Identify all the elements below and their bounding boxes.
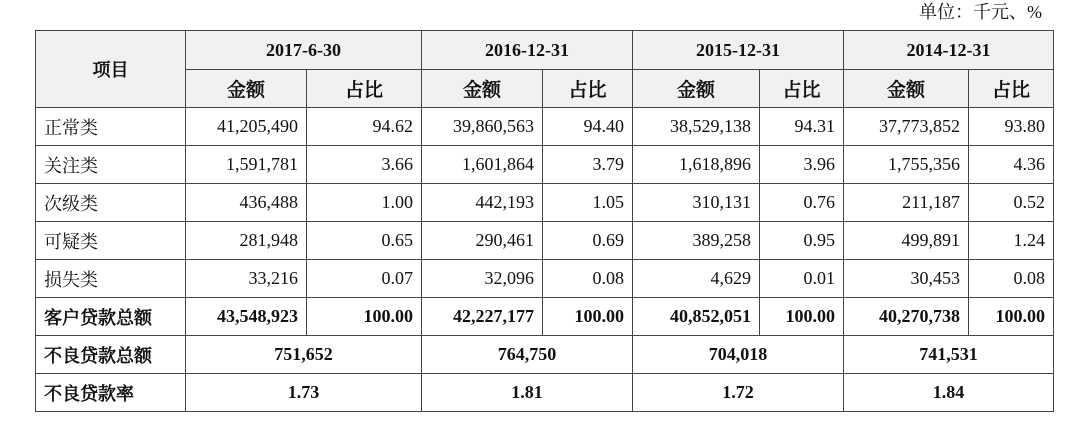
npl-rate-cell: 1.81 <box>422 374 633 412</box>
date-header: 2014-12-31 <box>844 31 1054 70</box>
share-cell: 94.31 <box>760 108 844 146</box>
amount-cell: 1,591,781 <box>186 146 307 184</box>
share-cell: 0.01 <box>760 260 844 298</box>
share-header: 占比 <box>543 70 633 108</box>
amount-cell: 1,601,864 <box>422 146 543 184</box>
npl-total-row <box>36 336 1054 374</box>
date-header: 2015-12-31 <box>633 31 844 70</box>
share-cell: 100.00 <box>760 298 844 336</box>
npl-rate-row <box>36 374 1054 412</box>
row-label: 不良贷款率 <box>36 374 186 412</box>
share-cell: 0.52 <box>969 184 1054 222</box>
amount-cell: 33,216 <box>186 260 307 298</box>
share-cell: 1.05 <box>543 184 633 222</box>
share-cell: 0.07 <box>307 260 422 298</box>
row-label: 关注类 <box>36 146 186 184</box>
share-cell: 100.00 <box>969 298 1054 336</box>
total-loans-row <box>36 298 1054 336</box>
amount-cell: 43,548,923 <box>186 298 307 336</box>
amount-cell: 39,860,563 <box>422 108 543 146</box>
amount-cell: 40,270,738 <box>844 298 969 336</box>
table-row <box>36 260 1054 298</box>
npl-amount-cell: 704,018 <box>633 336 844 374</box>
row-label: 次级类 <box>36 184 186 222</box>
amount-cell: 310,131 <box>633 184 760 222</box>
amount-cell: 38,529,138 <box>633 108 760 146</box>
npl-amount-cell: 751,652 <box>186 336 422 374</box>
share-cell: 4.36 <box>969 146 1054 184</box>
share-cell: 3.66 <box>307 146 422 184</box>
row-label: 损失类 <box>36 260 186 298</box>
npl-rate-cell: 1.84 <box>844 374 1054 412</box>
amount-cell: 389,258 <box>633 222 760 260</box>
row-label: 可疑类 <box>36 222 186 260</box>
share-cell: 0.08 <box>543 260 633 298</box>
npl-rate-cell: 1.73 <box>186 374 422 412</box>
amount-cell: 30,453 <box>844 260 969 298</box>
share-cell: 94.40 <box>543 108 633 146</box>
share-cell: 100.00 <box>543 298 633 336</box>
share-cell: 0.65 <box>307 222 422 260</box>
share-cell: 0.69 <box>543 222 633 260</box>
share-cell: 3.96 <box>760 146 844 184</box>
share-cell: 3.79 <box>543 146 633 184</box>
date-header: 2017-6-30 <box>186 31 422 70</box>
amount-cell: 42,227,177 <box>422 298 543 336</box>
table-row <box>36 146 1054 184</box>
item-header: 项目 <box>36 31 186 108</box>
date-header: 2016-12-31 <box>422 31 633 70</box>
row-label: 客户贷款总额 <box>36 298 186 336</box>
share-cell: 1.24 <box>969 222 1054 260</box>
amount-header: 金额 <box>633 70 760 108</box>
header-row-dates <box>36 31 1054 70</box>
share-cell: 93.80 <box>969 108 1054 146</box>
share-cell: 94.62 <box>307 108 422 146</box>
share-cell: 1.00 <box>307 184 422 222</box>
amount-cell: 1,618,896 <box>633 146 760 184</box>
share-cell: 0.76 <box>760 184 844 222</box>
amount-header: 金额 <box>422 70 543 108</box>
row-label: 不良贷款总额 <box>36 336 186 374</box>
npl-amount-cell: 764,750 <box>422 336 633 374</box>
amount-cell: 37,773,852 <box>844 108 969 146</box>
share-cell: 0.95 <box>760 222 844 260</box>
amount-cell: 499,891 <box>844 222 969 260</box>
table-row <box>36 108 1054 146</box>
unit-note: 单位：千元、% <box>919 2 1042 22</box>
header-row-subcolumns <box>36 70 1054 108</box>
amount-cell: 41,205,490 <box>186 108 307 146</box>
share-header: 占比 <box>760 70 844 108</box>
amount-cell: 442,193 <box>422 184 543 222</box>
row-label: 正常类 <box>36 108 186 146</box>
share-cell: 100.00 <box>307 298 422 336</box>
table-row <box>36 222 1054 260</box>
amount-cell: 436,488 <box>186 184 307 222</box>
share-header: 占比 <box>969 70 1054 108</box>
share-cell: 0.08 <box>969 260 1054 298</box>
amount-cell: 32,096 <box>422 260 543 298</box>
amount-cell: 1,755,356 <box>844 146 969 184</box>
share-header: 占比 <box>307 70 422 108</box>
npl-amount-cell: 741,531 <box>844 336 1054 374</box>
amount-header: 金额 <box>844 70 969 108</box>
loan-classification-table <box>35 30 1054 412</box>
amount-cell: 211,187 <box>844 184 969 222</box>
amount-header: 金额 <box>186 70 307 108</box>
amount-cell: 281,948 <box>186 222 307 260</box>
npl-rate-cell: 1.72 <box>633 374 844 412</box>
amount-cell: 40,852,051 <box>633 298 760 336</box>
table-row <box>36 184 1054 222</box>
amount-cell: 4,629 <box>633 260 760 298</box>
amount-cell: 290,461 <box>422 222 543 260</box>
